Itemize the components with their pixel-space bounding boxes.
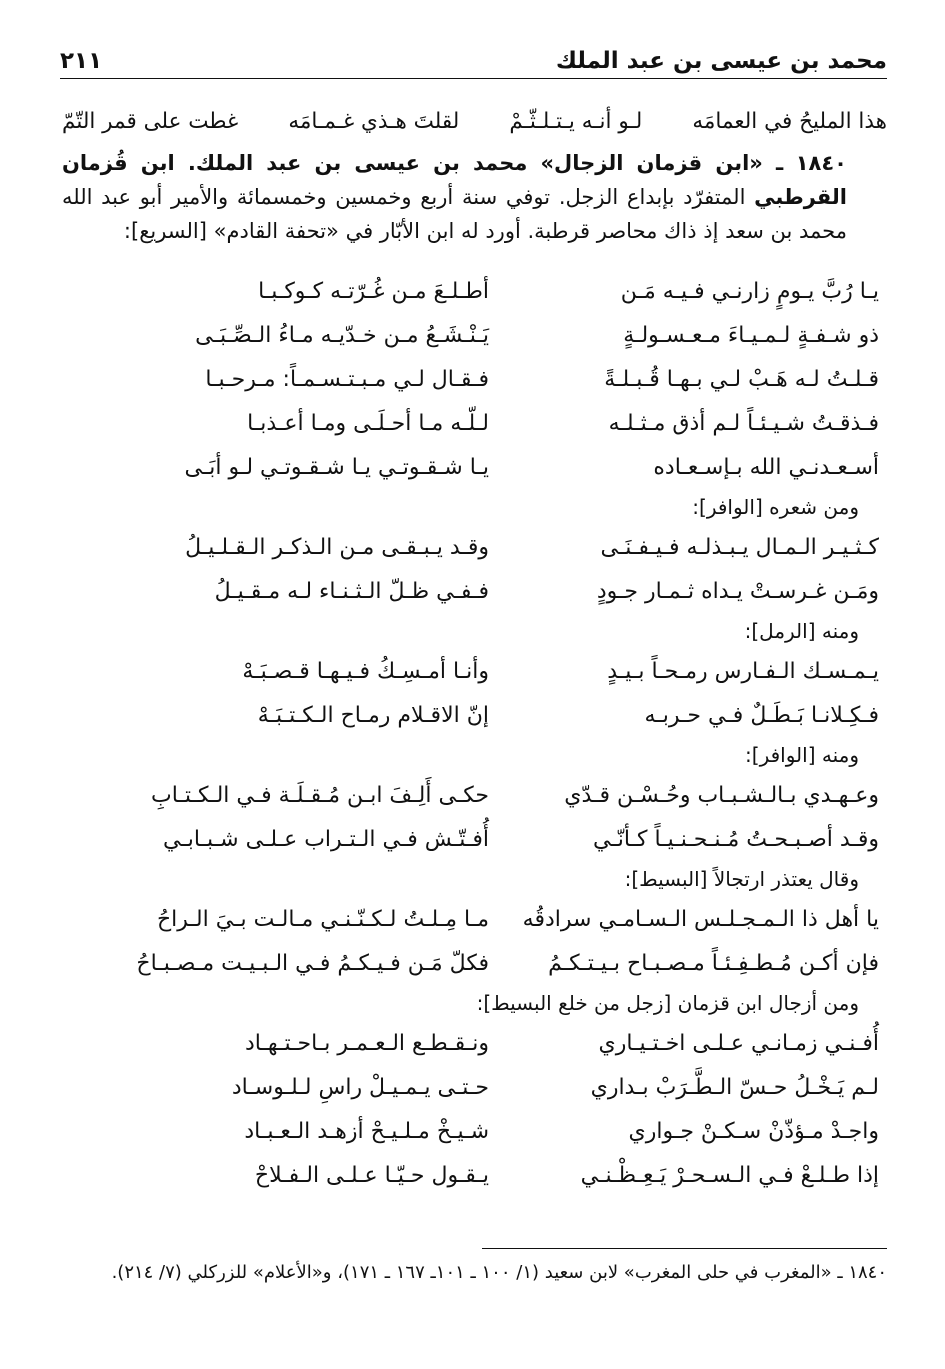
first-hemistich: واجـدْ مـؤذّنْ سـكـنْ جـواري [628, 1118, 879, 1144]
first-hemistich: يـا رُبَّ يـومٍ زارنـي فـيـه مَـن [620, 278, 879, 304]
poem-ramal [62, 649, 887, 737]
second-hemistich: يـقـول حـيّـا عـلـى الـفـلاحْ [254, 1162, 489, 1188]
second-hemistich: وقـد يـبـقـى مـن الـذكـر الـقـلـيـلُ [185, 534, 489, 560]
verse-line [62, 313, 887, 357]
poem-intro: وقال يعتذر ارتجالاً [البسيط]: [624, 867, 859, 891]
second-hemistich: أُفـتّـش فـي الـتـراب عـلـى شـبـابـي [163, 826, 489, 852]
first-hemistich: ومَـن غـرسـتْ يـداه ثـمـار جـودٍ [596, 578, 879, 604]
second-hemistich: ونـقـطـع الـعـمـر بـاحـتـهـاد [244, 1030, 489, 1056]
verse-line [62, 897, 887, 941]
poem-wafir [62, 525, 887, 613]
verse-line [62, 693, 887, 737]
second-hemistich: فـقـال لـي مـبـتـسـمـاً: مـرحـبـا [205, 366, 489, 392]
second-hemistich: حكـى أَلِـفَ ابـن مُـقـلَـة فـي الـكـتـابِ [151, 782, 489, 808]
second-hemistich: يَـنْـشَـعُ مـن خـدّيـه مـاءُ الـصِّـبَـى [195, 322, 489, 348]
first-hemistich: أسـعـدنـي الله بـإسـعـاده [653, 454, 879, 480]
first-hemistich: كـثـيـر الـمـال يـبـذلـه فـيـفـنَـى [600, 534, 879, 560]
page-content [62, 98, 887, 1197]
verse-line [62, 1153, 887, 1197]
second-hemistich: إنّ الاقـلام رمـاح الـكـتـبَـهْ [257, 702, 489, 728]
verse-line [62, 1065, 887, 1109]
poem-intro: ومن أزجال ابن قزمان [زجل من خلع البسيط]: [476, 991, 859, 1015]
first-hemistich: فـذقـتُ شـيـئـاً لـم أذق مـثـلـه [608, 410, 879, 436]
first-hemistich: قـلـتُ لـه هَـبْ لـي بـهـا قُـبـلـةً [604, 366, 879, 392]
poem-basit [62, 897, 887, 985]
verse-line [62, 941, 887, 985]
second-hemistich: حـتـى يـمـيـلْ راسِ لـلـوسـاد [231, 1074, 489, 1100]
top-verse-part: لقلتَ هـذي غـمـامَه [288, 108, 460, 134]
verse-line [62, 269, 887, 313]
first-hemistich: يا أهل ذا الـمـجـلـس الـسـامـي سرادقُه [522, 906, 879, 932]
second-hemistich: أطـلـعَ مـن غُـرّتـه كـوكـبـا [258, 278, 489, 304]
top-verse-part: هذا المليحُ في العمامَه [692, 108, 887, 134]
verse-line [62, 649, 887, 693]
verse-line [62, 569, 887, 613]
first-hemistich: يـمـسـك الـفـارس رمـحـاً بـيـدٍ [607, 658, 879, 684]
verse-line [62, 817, 887, 861]
footnote: ١٨٤٠ ـ «المغرب في حلى المغرب» لابن سعيد (١/ ١٠٠ ـ ١٠١ـ ١٦٧ ـ ١٧١)، و«الأعلام» للزركلي (٧/ ٢١٤). [111, 1262, 887, 1283]
page-number: ٢١١ [60, 48, 103, 74]
footnote-divider [482, 1248, 887, 1249]
verse-line [62, 773, 887, 817]
poem-saree [62, 269, 887, 489]
poem-intro: ومنه [الوافر]: [745, 743, 859, 767]
verse-line [62, 401, 887, 445]
zajal [62, 1021, 887, 1197]
first-hemistich: وعـهـدي بـالـشـبـاب وحُـسْـن قـدّي [564, 782, 879, 808]
first-hemistich: فـكِـلانـا بَـطَـلٌ فـي حـربـه [644, 702, 879, 728]
second-hemistich: يـا شـقـوتـي يـا شـقـوتـي لـو أبَـى [184, 454, 489, 480]
verse-line [62, 445, 887, 489]
page-header [60, 34, 887, 79]
first-hemistich: إذا طـلـعْ فـي الـسـحـرْ يَـعِـظْـنـي [580, 1162, 879, 1188]
second-hemistich: فكلّ مَـن فـيـكـمُ فـي الـبـيـت مـصـبـاحُ [136, 950, 489, 976]
poem-wafir-2 [62, 773, 887, 861]
second-hemistich: لـلّـه مـا أحـلَـى ومـا أعـذبـا [247, 410, 489, 436]
second-hemistich: مـا مِـلـتُ لـكـنّـنـي مـالـت بـيَ الـراحُ [156, 906, 489, 932]
entry-text: المتفرّد بإبداع الزجل. توفي سنة أربع وخمسين وخمسمائة والأمير أبو عبد الله محمد بن سعد إذ ذاك محاصر قرطبة. أورد له ابن الأبّار في «تحفة القادم» [السريع]: [62, 185, 847, 243]
verse-line [62, 1021, 887, 1065]
first-hemistich: ذو شـفـةٍ لـمـيـاءَ مـعـسـولـةٍ [623, 322, 879, 348]
first-hemistich: وقـد أصـبـحـتُ مُـنـحـنـيـاً كـأنّـي [592, 826, 879, 852]
second-hemistich: فـفـي ظـلّ الـثـنـاء لـه مـقـيـلُ [214, 578, 489, 604]
top-verse [62, 98, 887, 144]
verse-line [62, 525, 887, 569]
biography-entry: ١٨٤٠ ـ «ابن قزمان الزجال» محمد بن عيسى بن عبد الملك. ابن قُزمان القرطبي المتفرّد بإبداع الزجل. توفي سنة أربع وخمسين وخمسمائة والأمير أبو عبد الله محمد بن سعد إذ ذاك محاصر قرطبة. أورد له ابن الأبّار في «تحفة القادم» [السريع]: [62, 151, 847, 243]
first-hemistich: أُفـنـي زمـانـي عـلـى اخـتـيـاري [598, 1030, 879, 1056]
first-hemistich: فإن أكـن مُـطـفِـئـاً مـصـبـاح بـيـتـكـمُ [548, 950, 879, 976]
verse-line [62, 1109, 887, 1153]
poem-intro: ومنه [الرمل]: [744, 619, 859, 643]
second-hemistich: وأنـا أمـسِـكُ فـيـهـا قـصـبَـهْ [242, 658, 489, 684]
entry-number: ١٨٤٠ [795, 151, 847, 175]
second-hemistich: شـيـخْ مـلـيـحْ أزهـد الـعـبـاد [244, 1118, 489, 1144]
first-hemistich: لـم يَـخْـلُ حـسّ الـطَّـرَبْ بـداري [590, 1074, 879, 1100]
top-verse-part: لـو أنـه يـتـلـثّـمْ [509, 108, 643, 134]
top-verse-part: غطت على قمر التّمّ [62, 108, 239, 134]
poem-intro: ومن شعره [الوافر]: [692, 495, 859, 519]
running-title: محمد بن عيسى بن عبد الملك [555, 48, 887, 74]
entry-heading: «ابن قزمان الزجال» محمد بن عيسى بن عبد الملك. ابن قُزمان القرطبي [62, 151, 847, 209]
verse-line [62, 357, 887, 401]
